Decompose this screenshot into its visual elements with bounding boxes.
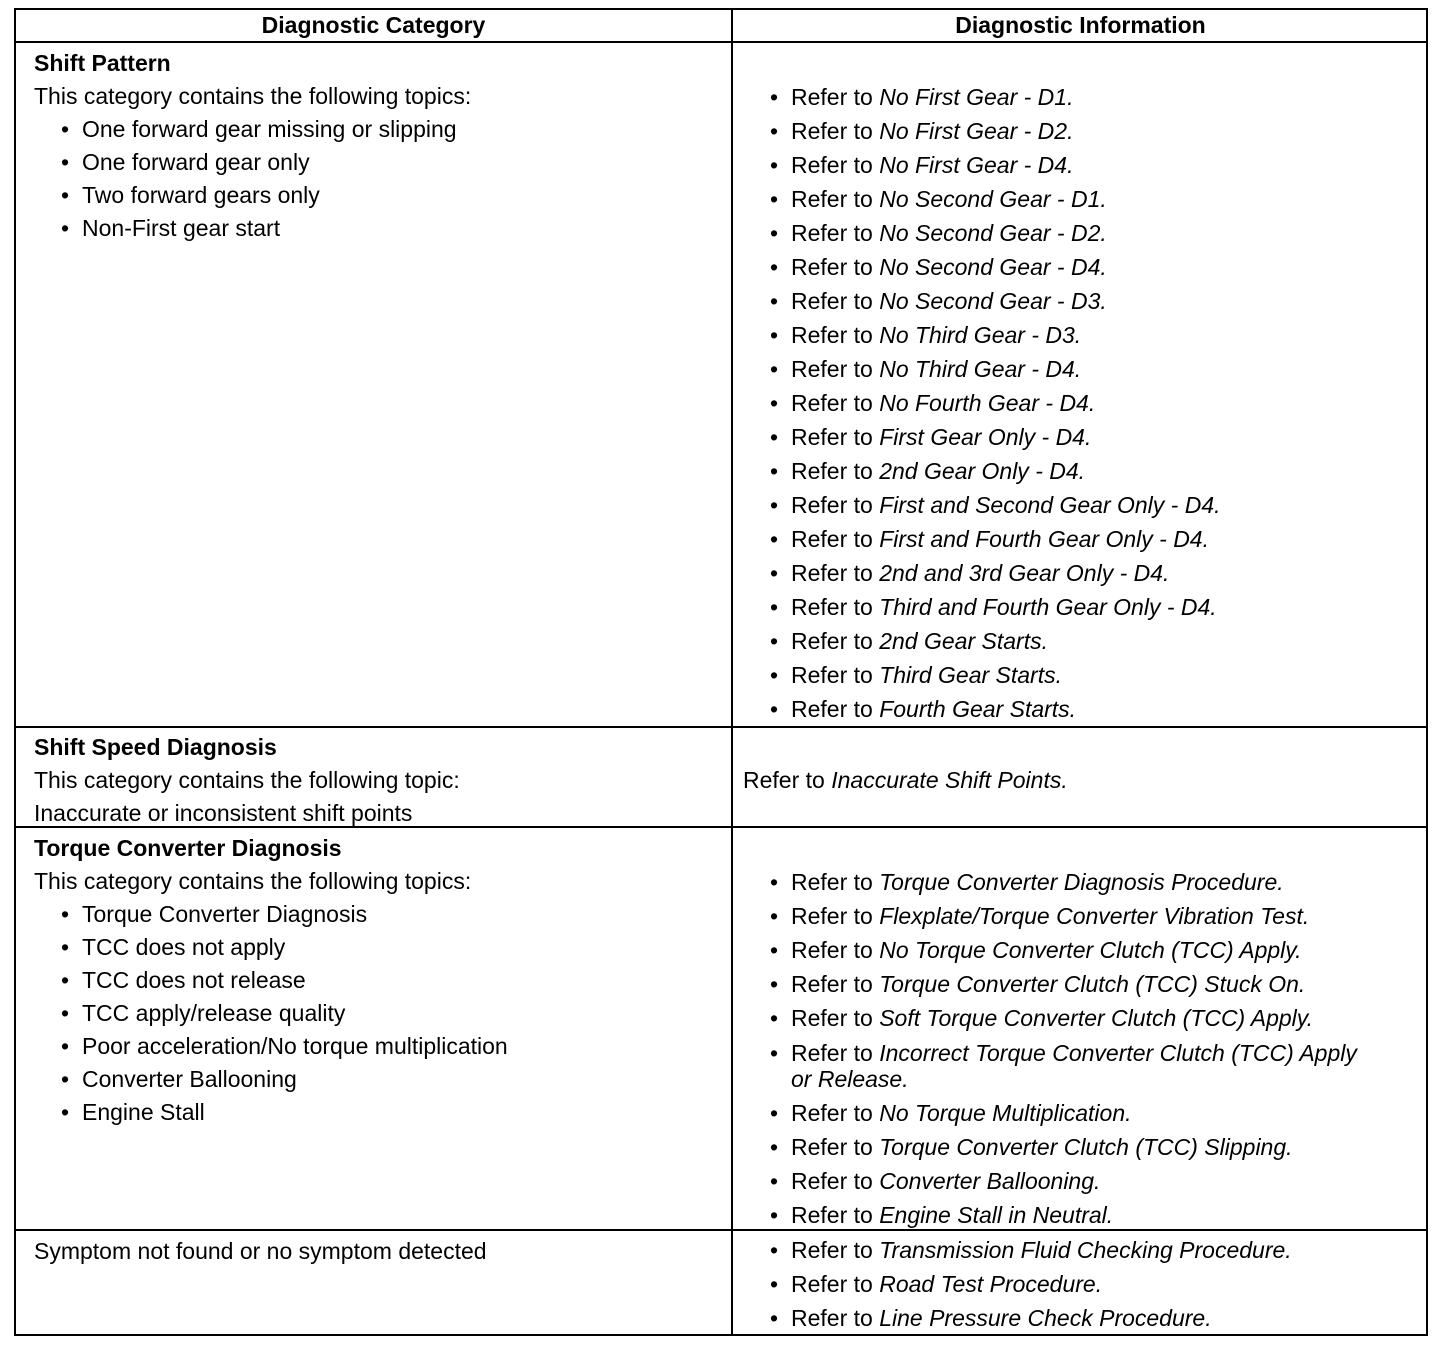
topic-item: TCC apply/release quality — [82, 1000, 346, 1026]
reference-link[interactable]: No Second Gear - D4. — [879, 254, 1107, 280]
refer-prefix: Refer to — [791, 1202, 880, 1228]
bullet: • — [769, 1237, 779, 1263]
reference-link[interactable]: Soft Torque Converter Clutch (TCC) Apply. — [879, 1005, 1313, 1031]
refer-prefix: Refer to — [791, 869, 880, 895]
reference-item — [791, 1271, 1102, 1297]
reference-item — [791, 560, 1169, 586]
topic-item: Converter Ballooning — [82, 1066, 297, 1092]
reference-link[interactable]: No Third Gear - D3. — [879, 322, 1082, 348]
reference-link[interactable]: No Second Gear - D2. — [879, 220, 1107, 246]
bullet: • — [769, 186, 779, 212]
refer-prefix: Refer to — [791, 971, 880, 997]
bullet: • — [60, 215, 70, 241]
reference-item — [791, 1134, 1293, 1160]
reference-item — [791, 628, 1048, 654]
refer-prefix: Refer to — [791, 220, 880, 246]
refer-prefix: Refer to — [791, 152, 880, 178]
bullet: • — [769, 118, 779, 144]
reference-link[interactable]: Inaccurate Shift Points. — [831, 767, 1068, 793]
refer-prefix: Refer to — [791, 458, 880, 484]
reference-item — [791, 594, 1217, 620]
topic-item: One forward gear only — [82, 149, 310, 175]
bullet: • — [769, 322, 779, 348]
bullet: • — [60, 1000, 70, 1026]
reference-link[interactable]: Torque Converter Clutch (TCC) Slipping. — [879, 1134, 1293, 1160]
refer-prefix: Refer to — [791, 118, 880, 144]
reference-link[interactable]: Third Gear Starts. — [879, 662, 1062, 688]
reference-item — [791, 971, 1305, 997]
refer-prefix: Refer to — [791, 1168, 880, 1194]
topic-item: Inaccurate or inconsistent shift points — [34, 800, 413, 826]
topic-item: Non-First gear start — [82, 215, 281, 241]
reference-item — [791, 1305, 1212, 1331]
bullet: • — [769, 971, 779, 997]
reference-link[interactable]: Line Pressure Check Procedure. — [879, 1305, 1212, 1331]
bullet: • — [769, 254, 779, 280]
reference-item — [791, 424, 1091, 450]
row-divider — [16, 826, 1426, 828]
refer-prefix: Refer to — [791, 628, 880, 654]
reference-link[interactable]: Torque Converter Clutch (TCC) Stuck On. — [879, 971, 1306, 997]
reference-link[interactable]: 2nd Gear Only - D4. — [879, 458, 1086, 484]
reference-item — [791, 322, 1081, 348]
reference-item — [791, 1005, 1313, 1031]
reference-item — [791, 1202, 1113, 1228]
bullet: • — [769, 220, 779, 246]
row-divider — [16, 726, 1426, 728]
refer-prefix: Refer to — [791, 288, 880, 314]
reference-link[interactable]: Converter Ballooning. — [879, 1168, 1101, 1194]
reference-item — [791, 186, 1107, 212]
refer-prefix: Refer to — [791, 526, 880, 552]
bullet: • — [769, 1202, 779, 1228]
bullet: • — [769, 937, 779, 963]
reference-item — [743, 767, 1068, 793]
row-intro: This category contains the following topic: — [34, 767, 460, 793]
reference-link[interactable]: Torque Converter Diagnosis Procedure. — [879, 869, 1284, 895]
reference-link[interactable]: No Torque Multiplication. — [879, 1100, 1132, 1126]
bullet: • — [769, 1134, 779, 1160]
reference-item — [791, 1237, 1292, 1263]
row-title: Shift Pattern — [34, 50, 171, 76]
bullet: • — [769, 152, 779, 178]
reference-link[interactable]: No First Gear - D4. — [879, 152, 1074, 178]
bullet: • — [769, 662, 779, 688]
topic-item: One forward gear missing or slipping — [82, 116, 457, 142]
diagnostic-table — [14, 8, 1428, 1336]
refer-prefix: Refer to — [791, 1134, 880, 1160]
column-divider — [731, 10, 733, 1334]
topic-item: TCC does not release — [82, 967, 306, 993]
refer-prefix: Refer to — [791, 1040, 880, 1066]
reference-link[interactable]: Transmission Fluid Checking Procedure. — [879, 1237, 1292, 1263]
bullet: • — [769, 1271, 779, 1297]
reference-item — [791, 220, 1107, 246]
reference-link[interactable]: or Release. — [791, 1066, 909, 1092]
bullet: • — [60, 1099, 70, 1125]
reference-link[interactable]: First and Fourth Gear Only - D4. — [879, 526, 1209, 552]
bullet: • — [769, 628, 779, 654]
refer-prefix: Refer to — [791, 594, 880, 620]
refer-prefix: Refer to — [743, 767, 825, 793]
bullet: • — [60, 182, 70, 208]
reference-item — [791, 1100, 1132, 1126]
row-title: Shift Speed Diagnosis — [34, 734, 277, 760]
row-divider — [16, 1229, 1426, 1231]
reference-link[interactable]: No Second Gear - D1. — [879, 186, 1107, 212]
reference-item — [791, 526, 1209, 552]
bullet: • — [60, 149, 70, 175]
header-category: Diagnostic Category — [261, 12, 486, 38]
bullet: • — [769, 696, 779, 722]
reference-link[interactable]: 2nd Gear Starts. — [879, 628, 1048, 654]
topic-item: Engine Stall — [82, 1099, 205, 1125]
refer-prefix: Refer to — [791, 492, 880, 518]
refer-prefix: Refer to — [791, 1305, 880, 1331]
refer-prefix: Refer to — [791, 424, 880, 450]
bullet: • — [769, 526, 779, 552]
bullet: • — [769, 594, 779, 620]
reference-link[interactable]: No Second Gear - D3. — [879, 288, 1107, 314]
bullet: • — [769, 869, 779, 895]
reference-item — [791, 1168, 1100, 1194]
bullet: • — [769, 84, 779, 110]
bullet: • — [769, 1305, 779, 1331]
refer-prefix: Refer to — [791, 560, 880, 586]
header-information: Diagnostic Information — [955, 12, 1206, 38]
bullet: • — [769, 390, 779, 416]
bullet: • — [769, 903, 779, 929]
header-divider — [16, 41, 1426, 43]
reference-item — [791, 937, 1301, 963]
row-title: Torque Converter Diagnosis — [34, 835, 342, 861]
reference-link[interactable]: Third and Fourth Gear Only - D4. — [879, 594, 1217, 620]
refer-prefix: Refer to — [791, 356, 880, 382]
reference-item — [791, 356, 1081, 382]
reference-continuation — [791, 1066, 909, 1092]
topic-item: Two forward gears only — [82, 182, 320, 208]
refer-prefix: Refer to — [791, 322, 880, 348]
refer-prefix: Refer to — [791, 903, 880, 929]
reference-link[interactable]: First Gear Only - D4. — [879, 424, 1092, 450]
topic-item: Torque Converter Diagnosis — [82, 901, 368, 927]
bullet: • — [769, 288, 779, 314]
reference-item — [791, 288, 1107, 314]
reference-item — [791, 492, 1221, 518]
reference-item — [791, 152, 1073, 178]
reference-link[interactable]: Flexplate/Torque Converter Vibration Test. — [879, 903, 1310, 929]
bullet: • — [769, 492, 779, 518]
bullet: • — [60, 1033, 70, 1059]
reference-link[interactable]: No Fourth Gear - D4. — [879, 390, 1096, 416]
row-category-text: Symptom not found or no symptom detected — [34, 1238, 487, 1264]
reference-item — [791, 458, 1085, 484]
refer-prefix: Refer to — [791, 254, 880, 280]
reference-item — [791, 869, 1284, 895]
reference-item — [791, 903, 1309, 929]
refer-prefix: Refer to — [791, 84, 880, 110]
bullet: • — [769, 1040, 779, 1066]
reference-item — [791, 696, 1076, 722]
reference-link[interactable]: 2nd and 3rd Gear Only - D4. — [879, 560, 1170, 586]
bullet: • — [769, 1005, 779, 1031]
reference-item — [791, 254, 1107, 280]
bullet: • — [60, 1066, 70, 1092]
reference-item — [791, 118, 1073, 144]
reference-item — [791, 390, 1095, 416]
row-intro: This category contains the following topics: — [34, 868, 472, 894]
bullet: • — [769, 560, 779, 586]
bullet: • — [60, 934, 70, 960]
reference-link[interactable]: No Torque Converter Clutch (TCC) Apply. — [879, 937, 1302, 963]
topic-item: Poor acceleration/No torque multiplication — [82, 1033, 508, 1059]
topic-item: TCC does not apply — [82, 934, 286, 960]
reference-link[interactable]: Incorrect Torque Converter Clutch (TCC) Apply — [879, 1040, 1357, 1066]
reference-link[interactable]: No First Gear - D1. — [879, 84, 1074, 110]
reference-link[interactable]: No First Gear - D2. — [879, 118, 1074, 144]
refer-prefix: Refer to — [791, 937, 880, 963]
bullet: • — [60, 901, 70, 927]
reference-link[interactable]: No Third Gear - D4. — [879, 356, 1082, 382]
refer-prefix: Refer to — [791, 186, 880, 212]
reference-link[interactable]: Road Test Procedure. — [879, 1271, 1103, 1297]
reference-item — [791, 84, 1073, 110]
row-intro: This category contains the following topics: — [34, 83, 472, 109]
refer-prefix: Refer to — [791, 1005, 880, 1031]
refer-prefix: Refer to — [791, 662, 880, 688]
bullet: • — [769, 1100, 779, 1126]
bullet: • — [769, 424, 779, 450]
refer-prefix: Refer to — [791, 390, 880, 416]
bullet: • — [769, 1168, 779, 1194]
reference-link[interactable]: Fourth Gear Starts. — [879, 696, 1077, 722]
refer-prefix: Refer to — [791, 1100, 880, 1126]
bullet: • — [60, 967, 70, 993]
refer-prefix: Refer to — [791, 1237, 880, 1263]
reference-item — [791, 1040, 1357, 1066]
refer-prefix: Refer to — [791, 1271, 880, 1297]
reference-link[interactable]: First and Second Gear Only - D4. — [879, 492, 1221, 518]
refer-prefix: Refer to — [791, 696, 880, 722]
reference-link[interactable]: Engine Stall in Neutral. — [879, 1202, 1114, 1228]
bullet: • — [769, 458, 779, 484]
bullet: • — [769, 356, 779, 382]
reference-item — [791, 662, 1062, 688]
bullet: • — [60, 116, 70, 142]
